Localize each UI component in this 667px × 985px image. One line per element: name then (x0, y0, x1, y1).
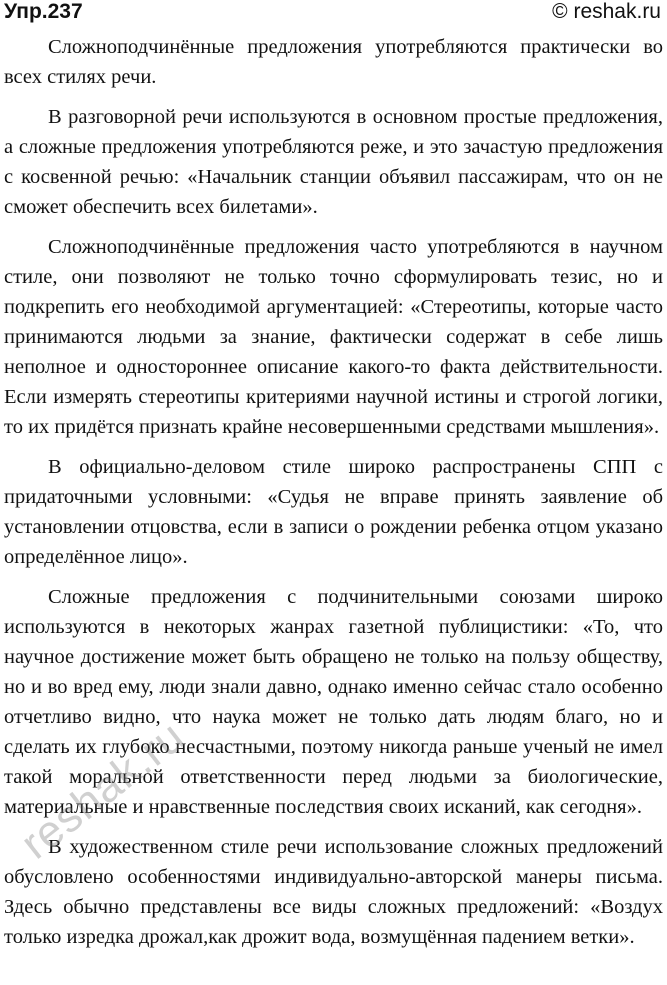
watermark: reshak.ru (12, 711, 194, 869)
document-body (4, 32, 663, 962)
paragraph-5: Сложные предложения с подчинительными союзами широко используются в некоторых жанрах газетной публицистики: «То, что научное достижение может быть обращено не только на пользу обществу, но и во вред ему, люди знали давно, однако именно сейчас стало особенно отчетливо видно, что наука может не только дать людям благо, но и сделать их глубоко несчастными, поэтому никогда раньше ученый не имел такой моральной ответственности перед людьми за биологические, материальные и нравственные последствия своих исканий, как сегодня». (4, 586, 663, 818)
paragraph-4: В официально-деловом стиле широко распространены СПП с придаточными условными: «Судья не вправе принять заявление об установлении отцовства, если в записи о рождении ребенка отцом указано определённое лицо». (4, 456, 663, 568)
exercise-number: Упр.237 (4, 0, 83, 23)
page-header (0, 0, 667, 26)
paragraph-6: В художественном стиле речи использование сложных предложений обусловлено особенностями индивидуально-авторской манеры письма. Здесь обычно представлены все виды сложных предложений: «Воздух только изредка дрожал,как дрожит вода, возмущённая падением ветки». (4, 836, 663, 948)
site-copyright: © reshak.ru (552, 0, 661, 23)
paragraph-1: Сложноподчинённые предложения употребляются практически во всех стилях речи. (4, 36, 663, 88)
paragraph-2: В разговорной речи используются в основном простые предложения, а сложные предложения употребляются реже, и это зачастую предложения с косвенной речью: «Начальник станции объявил пассажирам, что он не сможет обеспечить всех билетами». (4, 106, 663, 218)
paragraph-3: Сложноподчинённые предложения часто употребляются в научном стиле, они позволяют не только точно сформулировать тезис, но и подкрепить его необходимой аргументацией: «Стереотипы, которые часто принимаются людьми за знание, фактически содержат в себе лишь неполное и одностороннее описание какого-то факта действительности. Если измерять стереотипы критериями научной истины и строгой логики, то их придётся признать крайне несовершенными средствами мышления». (4, 236, 663, 438)
